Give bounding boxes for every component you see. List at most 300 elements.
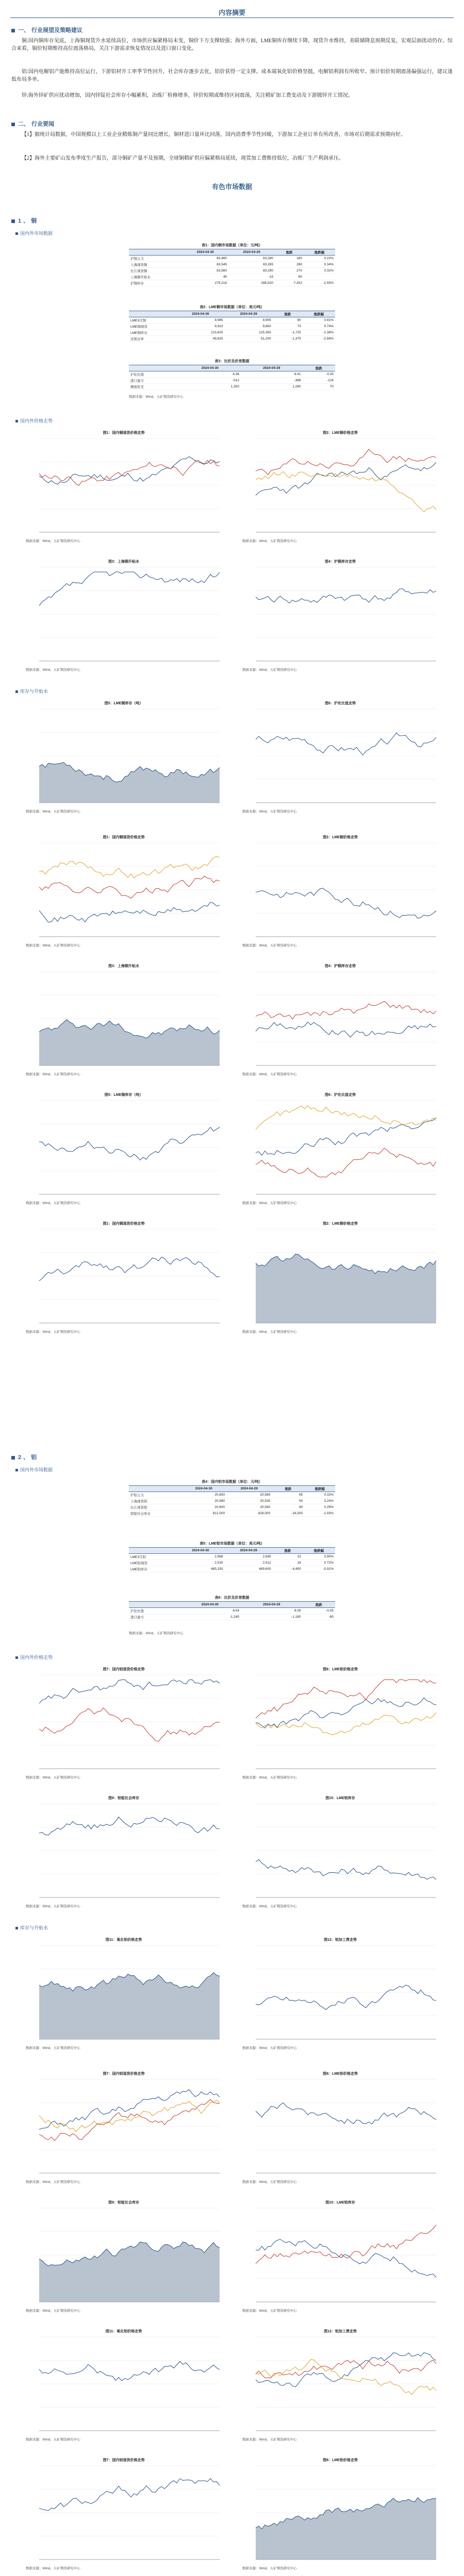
chart-figure: [26, 2458, 222, 2570]
table-cell: -7,302: [275, 280, 304, 286]
table-cell: 0.32%: [304, 1492, 335, 1498]
table-cell: 沪伦比值: [129, 1608, 179, 1614]
chart-title: 图6：沪伦比值走势: [325, 1093, 356, 1097]
table-cell: 9,985: [176, 317, 224, 324]
table-cell: 20,650: [181, 1492, 226, 1498]
table-row: [129, 324, 335, 330]
table-cell: [304, 274, 335, 280]
sub-heading-inventory-text: 库存与升贴水: [20, 689, 48, 694]
table-source-text: 数据来源：Wind，五矿期货研究中心: [129, 395, 184, 399]
series-line: [256, 2225, 436, 2264]
table-cell: 沪铝主力: [129, 1492, 181, 1498]
table-header-cell: 涨跌: [303, 1602, 335, 1608]
table-cell: LME铝库存: [129, 1566, 176, 1572]
bullet-icon: [15, 1656, 18, 1659]
table-cell: -1.93%: [304, 1511, 335, 1517]
table-cell: -16,000: [272, 1511, 304, 1517]
table-cell: 80: [273, 317, 303, 324]
table-cell: 20,580: [181, 1498, 226, 1504]
table-cell: 485,150: [176, 1566, 224, 1572]
chart-plot: [242, 435, 438, 538]
table-cell: 上海现货铝: [129, 1498, 181, 1504]
table-header-cell: 涨跌幅: [304, 1486, 335, 1492]
table-cell: 8.09: [241, 1608, 303, 1614]
series-area: [256, 1254, 436, 1323]
table-cell: 83,280: [228, 256, 275, 262]
table-row: [129, 1504, 335, 1511]
metal-heading: 1 、 铜: [11, 216, 37, 225]
chart-figure: [242, 2071, 438, 2184]
table-header-cell: 2024-04-29: [241, 1602, 303, 1608]
series-line: [256, 1713, 436, 1735]
chart-title: 图10：LME铝库存: [325, 2201, 355, 2205]
series-line: [39, 856, 220, 878]
table-cell: 0.29%: [304, 1504, 335, 1511]
table-cell: 70: [303, 384, 335, 390]
table-source: [129, 1631, 184, 1635]
chart-title: 图11：氧化铝价格走势: [105, 2330, 142, 2333]
table-header-cell: [129, 1486, 181, 1492]
chart-source: 数据来源：Wind，五矿期货研究中心: [242, 810, 297, 814]
chart-source: 数据来源：Wind，五矿期货研究中心: [26, 2438, 80, 2442]
table-cell: 长江现货铝: [129, 1504, 181, 1511]
chart-title: 图9：铝锭社会库存: [108, 2201, 139, 2205]
chart-title: 图8：LME铝价格走势: [323, 2459, 358, 2462]
data-table: [129, 1479, 335, 1517]
chart-plot: [26, 564, 222, 667]
market-data-title: 有色市场数据: [211, 183, 252, 191]
table-cell: 1,350: [179, 384, 241, 390]
series-line: [39, 2099, 220, 2141]
series-line: [39, 456, 220, 484]
table-cell: 279,218: [182, 280, 228, 286]
table-cell: LME铝现货: [129, 1560, 176, 1566]
section-marker-icon: [11, 123, 15, 126]
series-line: [256, 1148, 436, 1177]
table-caption: 表6：比价及价差数据: [214, 1596, 250, 1600]
chart-figure: [26, 1221, 222, 1334]
chart-figure: [242, 1092, 438, 1205]
chart-figure: [26, 963, 222, 1076]
chart-figure: [26, 430, 222, 543]
outlook-paragraph-2: 铝:国内电解铝产能维持高位运行，下游铝材开工率季节性回升，社会库存逐步去化，铝价获得一定支撑。成本端氧化铝价格坚挺，电解铝利润有所收窄。预计铝价短期震荡偏强运行，建议逢低布局多单。: [11, 69, 453, 82]
sub-heading-prices: [15, 1654, 53, 1660]
chart-source: 数据来源：Wind，五矿期货研究中心: [26, 2567, 80, 2570]
table-caption: 表4：国内铝市场数据（单位：元/吨）: [202, 1480, 262, 1484]
table-cell: 828,000: [226, 1511, 272, 1517]
chart-figure: [242, 559, 438, 672]
chart-source: 数据来源：Wind，五矿期货研究中心: [26, 810, 80, 814]
table-header-cell: 2024-04-30: [176, 1548, 224, 1554]
series-line: [39, 1817, 220, 1835]
chart-source: 数据来源：Wind，五矿期货研究中心: [26, 539, 80, 543]
section-marker-icon: [11, 29, 15, 32]
table-cell: 83,265: [228, 262, 275, 268]
table-cell: 270: [275, 268, 304, 274]
table-cell: 8.41: [241, 371, 303, 378]
table-row: [129, 274, 335, 280]
table-cell: -65: [303, 1614, 335, 1620]
chart-plot: [26, 1226, 222, 1329]
series-line: [256, 1106, 436, 1130]
table-cell: 0.32%: [304, 268, 335, 274]
table-cell: 49,825: [176, 336, 224, 342]
bullet-icon: [15, 1927, 18, 1929]
chart-source: 数据来源：Wind，五矿期货研究中心: [242, 2567, 297, 2570]
table-cell: -1,725: [273, 330, 303, 336]
chart-plot: [26, 1942, 222, 2045]
series-line: [256, 1859, 436, 1879]
table-row: [129, 268, 335, 274]
chart-title: 图5：LME铜库存（吨）: [104, 702, 143, 705]
table-cell: 280: [275, 262, 304, 268]
table-header-cell: 涨跌幅: [303, 311, 335, 317]
chart-plot: [242, 2076, 438, 2179]
chart-figure: [242, 2458, 438, 2570]
chart-source: 数据来源：Wind，五矿期货研究中心: [26, 1776, 80, 1780]
chart-figure: [26, 2329, 222, 2442]
chart-title: 图9：铝锭社会库存: [108, 1797, 139, 1800]
bullet-icon: [15, 1469, 18, 1471]
table-caption: 表5：LME铝市场数据（单位：美元/吨）: [200, 1542, 264, 1546]
sub-heading-prices: [15, 417, 53, 424]
table-row: [129, 384, 335, 390]
series-line: [256, 462, 436, 495]
table-row: [129, 262, 335, 268]
table-row: [129, 330, 335, 336]
sub-heading-market: [15, 1466, 53, 1473]
bullet-icon: [15, 420, 18, 422]
table-header-cell: 2024-04-29: [241, 365, 303, 371]
chart-figure: [242, 1937, 438, 2050]
table-cell: 83,460: [182, 256, 228, 262]
table-cell: LME铜库存: [129, 330, 176, 336]
series-line: [256, 1698, 436, 1728]
table-cell: -0.05: [303, 1608, 335, 1614]
chart-plot: [26, 1801, 222, 1904]
chart-plot: [26, 1672, 222, 1775]
chart-title: 图7：国内铝现货价格走势: [103, 1668, 145, 1671]
table-header-cell: 2024-04-30: [182, 249, 228, 256]
chart-plot: [26, 435, 222, 538]
table-cell: -1,180: [241, 1614, 303, 1620]
chart-plot: [26, 2334, 222, 2437]
chart-figure: [26, 1937, 222, 2050]
sub-heading-inventory: [15, 688, 48, 694]
table-row: [129, 1498, 335, 1504]
table-cell: -2.69%: [303, 336, 335, 342]
table-cell: 489,600: [225, 1566, 273, 1572]
table-row: [129, 317, 335, 324]
chart-source: 数据来源：Wind，五矿期货研究中心: [26, 2180, 80, 2184]
table-row: [129, 1614, 335, 1620]
table-header-cell: 涨跌: [273, 311, 303, 317]
table-cell: 注销仓单: [129, 336, 176, 342]
table-caption: 表3：比价及价差数据: [214, 360, 250, 363]
series-line: [39, 1127, 220, 1160]
chart-source: 数据来源：Wind，五矿期货研究中心: [26, 944, 80, 947]
bullet-icon: [15, 690, 18, 693]
chart-source: 数据来源：Wind，五矿期货研究中心: [26, 668, 80, 672]
sub-heading-prices-text: 国内外价格走势: [20, 418, 53, 423]
chart-title: 图12：铝加工费走势: [324, 1938, 357, 1942]
data-table: [129, 1540, 335, 1572]
table-cell: 65: [272, 1492, 304, 1498]
table-cell: -1,245: [179, 1614, 241, 1620]
table-cell: 沪伦比值: [129, 371, 179, 378]
table-row: [129, 1608, 335, 1614]
series-area: [39, 2242, 220, 2302]
table-header-cell: 2024-04-30: [179, 1602, 241, 1608]
chart-title: 图2：LME铜价格走势: [323, 836, 358, 839]
table-cell: -0.05: [303, 371, 335, 378]
table-row: [129, 1511, 335, 1517]
table-cell: 0.90%: [303, 1554, 335, 1560]
table-cell: 23: [273, 1554, 303, 1560]
table-cell: 9,850: [225, 324, 273, 330]
table-cell: 精废价差: [129, 384, 179, 390]
chart-title: 图4：沪铜库存走势: [325, 964, 356, 968]
chart-source: 数据来源：Wind，五矿期货研究中心: [242, 2309, 297, 2313]
table-cell: -124: [303, 378, 335, 384]
chart-title: 图8：LME铝价格走势: [323, 1668, 358, 1671]
table-cell: 0.81%: [303, 317, 335, 324]
chart-source: 数据来源：Wind，五矿期货研究中心: [242, 668, 297, 672]
table-cell: LME3月铝: [129, 1554, 176, 1560]
chart-figure: [242, 963, 438, 1076]
series-line: [39, 2479, 220, 2511]
table-row: [129, 256, 335, 262]
chart-plot: [242, 1097, 438, 1200]
table-header-cell: [129, 365, 179, 371]
table-cell: 83,290: [228, 268, 275, 274]
chart-plot: [242, 2463, 438, 2566]
series-line: [39, 902, 220, 922]
table-header-cell: [129, 249, 182, 256]
table-cell: 9,905: [225, 317, 273, 324]
table-caption: 表2：LME铜市场数据（单位：美元/吨）: [200, 306, 264, 309]
chart-plot: [242, 840, 438, 943]
table-header-cell: 2024-04-29: [225, 1548, 273, 1554]
table-cell: LME铜现货: [129, 324, 176, 330]
table-cell: 2,568: [176, 1554, 224, 1560]
series-line: [39, 876, 220, 898]
chart-source: 数据来源：Wind，五矿期货研究中心: [242, 2438, 297, 2442]
sub-heading-market-text: 国内外市场数据: [20, 1467, 53, 1472]
data-table: [129, 242, 335, 286]
series-line: [256, 471, 436, 512]
chart-title: 图2：LME铜价格走势: [323, 1222, 358, 1226]
chart-source: 数据来源：Wind，五矿期货研究中心: [242, 1330, 297, 1334]
chart-plot: [242, 969, 438, 1072]
series-line: [256, 1022, 436, 1037]
chart-source: 数据来源：Wind，五矿期货研究中心: [242, 539, 297, 543]
chart-source: 数据来源：Wind，五矿期货研究中心: [26, 1330, 80, 1334]
series-line: [256, 733, 436, 755]
table-cell: 0.74%: [303, 324, 335, 330]
chart-figure: [242, 2329, 438, 2442]
chart-figure: [242, 2200, 438, 2313]
market-data-title-bar: [0, 181, 464, 191]
table-header-cell: [129, 1602, 179, 1608]
table-header-cell: [129, 1548, 176, 1554]
data-table: [129, 1595, 335, 1620]
chart-source: 数据来源：Wind，五矿期货研究中心: [242, 1776, 297, 1780]
chart-title: 图11：氧化铝价格走势: [105, 1938, 142, 1942]
table-cell: 进口盈亏: [129, 1614, 179, 1620]
series-line: [39, 2090, 220, 2129]
table-header-cell: 2024-04-29: [226, 1486, 272, 1492]
chart-title: 图2：LME铜价格走势: [323, 431, 358, 435]
table-header-cell: 2024-04-30: [179, 365, 241, 371]
table-source-text: 数据来源：Wind，五矿期货研究中心: [129, 1632, 184, 1635]
chart-source: 数据来源：Wind，五矿期货研究中心: [242, 1905, 297, 1908]
table-header-cell: 涨跌: [272, 1486, 304, 1492]
table-header-cell: 涨跌: [273, 1548, 303, 1554]
table-cell: -4,450: [273, 1566, 303, 1572]
table-header-cell: 2024-04-30: [181, 1486, 226, 1492]
metal-name: 铜: [31, 218, 37, 224]
table-cell: 铝锭社会库存: [129, 1511, 181, 1517]
chart-source: 数据来源：Wind，五矿期货研究中心: [26, 1201, 80, 1205]
chart-plot: [26, 706, 222, 809]
table-cell: -512: [179, 378, 241, 384]
table-cell: 20,540: [226, 1504, 272, 1511]
chart-title: 图3：上海铜升贴水: [108, 560, 139, 564]
table-cell: 83,545: [182, 262, 228, 268]
chart-title: 图12：铝加工费走势: [324, 2330, 357, 2333]
table-cell: 9,923: [176, 324, 224, 330]
table-header-cell: 2024-04-29: [228, 249, 275, 256]
table-cell: -1.38%: [303, 330, 335, 336]
chart-title: 图7：国内铝现货价格走势: [103, 2072, 145, 2076]
table-row: [129, 336, 335, 342]
table-header-cell: 涨跌幅: [303, 1548, 335, 1554]
table-cell: 进口盈亏: [129, 378, 179, 384]
contents-title: 内容摘要: [218, 9, 245, 16]
table-cell: -2.55%: [304, 280, 335, 286]
section-marker-icon: [11, 1456, 15, 1460]
series-line: [256, 2360, 436, 2395]
chart-source: 数据来源：Wind，五矿期货研究中心: [242, 2046, 297, 2050]
table-row: [129, 1554, 335, 1560]
series-line: [39, 1257, 220, 1281]
table-header-cell: 涨跌: [275, 249, 304, 256]
chart-figure: [242, 1795, 438, 1908]
table-source: [129, 394, 184, 399]
table-cell: 0.72%: [303, 1560, 335, 1566]
chart-figure: [26, 1092, 222, 1205]
chart-figure: [242, 835, 438, 947]
chart-title: 图8：LME铝价格走势: [323, 2072, 358, 2076]
table-cell: 0.34%: [304, 262, 335, 268]
chart-source: 数据来源：Wind，五矿期货研究中心: [26, 2046, 80, 2050]
table-header-cell: 2024-04-29: [225, 311, 273, 317]
table-cell: 8.36: [179, 371, 241, 378]
table-cell: 286,520: [228, 280, 275, 286]
series-line: [256, 1002, 436, 1020]
data-table: [129, 304, 335, 342]
table-cell: 180: [275, 256, 304, 262]
chart-title: 图4：沪铜库存走势: [325, 560, 356, 564]
table-caption: 表1：国内铜市场数据（单位：元/吨）: [202, 244, 262, 247]
table-header-cell: 2024-04-30: [176, 311, 224, 317]
series-line: [39, 1708, 220, 1741]
chart-figure: [26, 559, 222, 672]
series-line: [256, 2240, 436, 2278]
news-paragraph-1: 【1】据统计局数据，中国规模以上工业企业精炼铜产量同比增长，铜材进口量环比回落，国内消费季节性回暖，下游加工企业订单有所改善，市场对后期需求预期向好。: [22, 132, 406, 138]
chart-figure: [26, 2200, 222, 2313]
series-line: [256, 888, 436, 918]
table-cell: 73: [273, 324, 303, 330]
table-cell: 60: [275, 274, 304, 280]
chart-figure: [242, 1667, 438, 1780]
section-outlook-heading: 一、 行业展望及策略建议: [11, 26, 82, 34]
chart-source: 数据来源：Wind，五矿期货研究中心: [26, 2309, 80, 2313]
outlook-paragraph-1: 铜:国内铜库存见底，上海铜现货升水延续高位，市场供应偏紧格局未变，铜价下方支撑较强；海外方面，LME铜库存继续下降，现货升水维持，美联储降息预期反复，宏观层面扰动仍存。综合来看，铜价短期维持高位震荡格局，关注下游需求恢复情况以及进口窗口变化。: [11, 38, 453, 52]
chart-plot: [242, 1226, 438, 1329]
chart-figure: [242, 1221, 438, 1334]
chart-figure: [26, 701, 222, 814]
chart-source: 数据来源：Wind，五矿期货研究中心: [26, 1073, 80, 1076]
series-area: [39, 1020, 220, 1065]
table-cell: -388: [241, 378, 303, 384]
chart-plot: [26, 2205, 222, 2308]
table-cell: 长江现货铜: [129, 268, 182, 274]
table-cell: 50: [272, 1498, 304, 1504]
chart-title: 图5：LME铜库存（吨）: [104, 1093, 143, 1097]
series-line: [39, 2362, 220, 2381]
sub-heading-market: [15, 230, 53, 236]
series-line: [256, 2353, 436, 2387]
chart-title: 图1：国内铜现货价格走势: [103, 431, 145, 435]
metal-name: 铝: [31, 1454, 37, 1461]
sub-heading-prices-text: 国内外价格走势: [20, 1655, 53, 1660]
chart-source: 数据来源：Wind，五矿期货研究中心: [242, 944, 297, 947]
table-row: [129, 371, 335, 378]
bullet-icon: [15, 232, 18, 235]
table-cell: 45: [182, 274, 228, 280]
chart-figure: [242, 701, 438, 814]
table-row: [129, 280, 335, 286]
sub-heading-inventory: [15, 1924, 48, 1931]
table-row: [129, 1560, 335, 1566]
table-cell: 1,280: [241, 384, 303, 390]
chart-plot: [26, 840, 222, 943]
chart-plot: [242, 1801, 438, 1904]
table-cell: -0.91%: [303, 1566, 335, 1572]
chart-plot: [242, 2334, 438, 2437]
table-cell: 8.04: [179, 1608, 241, 1614]
table-header-cell: 涨跌幅: [304, 249, 335, 256]
table-cell: 2,545: [225, 1554, 273, 1560]
series-line: [39, 1680, 220, 1703]
sub-heading-market-text: 国内外市场数据: [20, 231, 53, 236]
chart-figure: [242, 430, 438, 543]
table-cell: 20,600: [181, 1504, 226, 1511]
chart-plot: [242, 564, 438, 667]
table-cell: 18: [273, 1560, 303, 1566]
table-cell: 123,625: [176, 330, 224, 336]
chart-title: 图1：国内铜现货价格走势: [103, 836, 145, 839]
chart-title: 图3：上海铜升贴水: [108, 964, 139, 968]
table-cell: 2,512: [225, 1560, 273, 1566]
chart-source: 数据来源：Wind，五矿期货研究中心: [26, 1905, 80, 1908]
chart-plot: [242, 706, 438, 809]
table-cell: 沪铜库存: [129, 280, 182, 286]
contents-title-bar: [0, 7, 464, 17]
chart-title: 图10：LME铝库存: [325, 1797, 355, 1800]
